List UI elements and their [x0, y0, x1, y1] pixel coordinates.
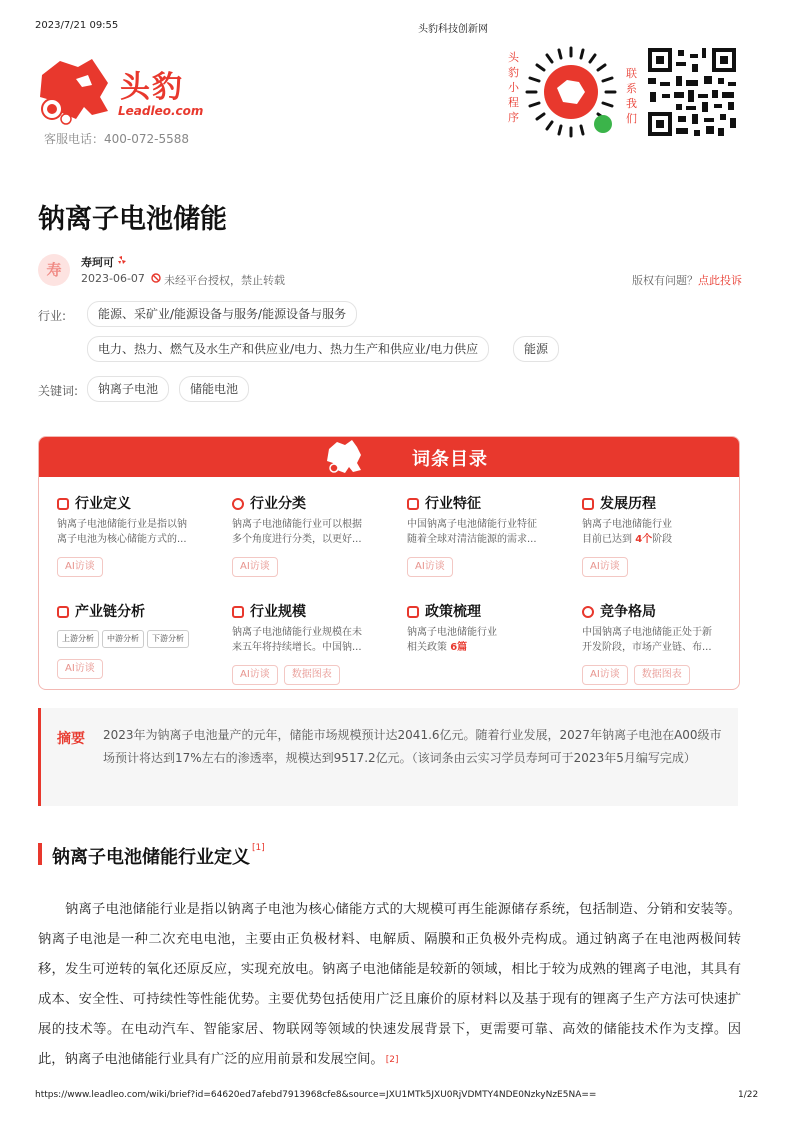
brand-name: 头豹	[120, 70, 184, 105]
directory-item[interactable]	[582, 601, 732, 685]
keyword-tag[interactable]: 钠离子电池	[87, 376, 169, 402]
directory-item[interactable]	[57, 493, 207, 577]
footer-url: https://www.leadleo.com/wiki/brief?id=64620ed7afebd7913968cfe8&source=JXU1MTk5JXU0RjVDMTY4NDE0NzkyNzE5NA==	[35, 1090, 597, 1100]
data-chart-button[interactable]: 数据图表	[634, 665, 690, 685]
author-name[interactable]: 寿珂可	[81, 256, 114, 269]
timeline-icon	[582, 498, 594, 510]
directory-item-title: 行业特征	[425, 496, 481, 512]
summary-box	[38, 708, 738, 806]
directory-item-title: 竞争格局	[600, 604, 656, 620]
stage-count: 4个	[635, 534, 653, 545]
mini-program-label: 头豹小程序	[508, 51, 519, 124]
bar-chart-icon	[232, 606, 244, 618]
summary-label: 摘要	[57, 731, 85, 747]
directory-item[interactable]	[407, 493, 557, 577]
ai-interview-button[interactable]: AI访谈	[582, 557, 628, 577]
directory-item-desc: 离子电池为核心储能方式的...	[57, 534, 187, 545]
reference-link[interactable]: [2]	[385, 1055, 399, 1065]
directory-item-title: 产业链分析	[75, 604, 145, 620]
directory-header	[39, 437, 739, 477]
directory-item-desc: 中国钠离子电池储能正处于新	[582, 627, 712, 638]
keyword-tag[interactable]: 储能电池	[179, 376, 249, 402]
print-site-name: 头豹科技创新网	[418, 24, 488, 35]
repost-notice: 未经平台授权，禁止转载	[164, 274, 285, 287]
directory-item[interactable]	[407, 601, 557, 655]
mini-program-code-icon[interactable]	[523, 44, 619, 140]
directory-item-title: 发展历程	[600, 496, 656, 512]
data-chart-button[interactable]: 数据图表	[284, 665, 340, 685]
directory-item-title: 政策梳理	[425, 604, 481, 620]
service-phone: 客服电话：400-072-5588	[44, 132, 190, 146]
chain-icon	[57, 606, 69, 618]
directory-item-desc: 目前已达到	[582, 534, 636, 545]
directory-item-desc: 多个角度进行分类，以更好...	[232, 534, 362, 545]
directory-item-desc: 阶段	[652, 534, 673, 545]
ai-interview-button[interactable]: AI访谈	[407, 557, 453, 577]
contact-us-label: 联系我们	[626, 67, 637, 125]
directory-item-title: 行业定义	[75, 496, 131, 512]
directory-item[interactable]	[232, 493, 382, 577]
directory-item-desc: 钠离子电池储能行业	[582, 519, 672, 530]
author-badge-icon	[117, 255, 127, 265]
print-timestamp: 2023/7/21 09:55	[35, 20, 119, 31]
brand-url: Leadleo.com	[118, 104, 204, 118]
complaint-link[interactable]: 点此投诉	[698, 274, 742, 287]
ai-interview-button[interactable]: AI访谈	[232, 557, 278, 577]
qr-code-icon[interactable]	[646, 46, 738, 138]
upstream-button[interactable]: 上游分析	[57, 630, 99, 648]
forbidden-icon	[151, 273, 161, 283]
downstream-button[interactable]: 下游分析	[147, 630, 189, 648]
leopard-logo-icon	[327, 439, 365, 475]
directory-item[interactable]	[232, 601, 382, 685]
classification-icon	[232, 498, 244, 510]
directory-item-desc: 来五年将持续增长。中国钠...	[232, 642, 362, 653]
page-number: 1/22	[738, 1090, 759, 1100]
directory-item-title: 行业规模	[250, 604, 306, 620]
directory-item[interactable]	[57, 601, 207, 679]
directory-item-desc: 钠离子电池储能行业是指以钠	[57, 519, 187, 530]
industry-tag[interactable]: 电力、热力、燃气及水生产和供应业/电力、热力生产和供应业/电力供应	[87, 336, 489, 362]
industry-label: 行业:	[38, 309, 67, 323]
industry-tag[interactable]: 能源	[513, 336, 559, 362]
definition-icon	[57, 498, 69, 510]
section-title	[52, 843, 265, 869]
ai-interview-button[interactable]: AI访谈	[232, 665, 278, 685]
reference-link[interactable]: [1]	[252, 843, 265, 853]
directory-title: 词条目录	[412, 449, 488, 470]
entry-directory	[38, 436, 740, 690]
section-title-text: 钠离子电池储能行业定义	[52, 847, 250, 868]
features-icon	[407, 498, 419, 510]
publish-date: 2023-06-07	[81, 272, 145, 285]
ai-interview-button[interactable]: AI访谈	[57, 557, 103, 577]
directory-item-desc: 中国钠离子电池储能行业特征	[407, 519, 537, 530]
directory-item-title: 行业分类	[250, 496, 306, 512]
policy-count: 6篇	[450, 642, 468, 653]
directory-item-desc: 钠离子电池储能行业规模在未	[232, 627, 362, 638]
copyright-complaint	[632, 272, 742, 288]
directory-item-desc: 随着全球对清洁能源的需求...	[407, 534, 537, 545]
directory-item-desc: 钠离子电池储能行业	[407, 627, 497, 638]
directory-item-desc: 开发阶段，市场产业链、布...	[582, 642, 712, 653]
policy-icon	[407, 606, 419, 618]
avatar: 寿	[38, 254, 70, 286]
midstream-button[interactable]: 中游分析	[102, 630, 144, 648]
section-marker	[38, 843, 42, 865]
section-body	[38, 895, 741, 1075]
directory-item[interactable]	[582, 493, 732, 577]
copyright-question: 版权有问题？	[632, 274, 698, 287]
industry-tag[interactable]: 能源、采矿业/能源设备与服务/能源设备与服务	[87, 301, 357, 327]
keywords-label: 关键词:	[38, 384, 79, 398]
pie-chart-icon	[582, 606, 594, 618]
section-body-text: 钠离子电池储能行业是指以钠离子电池为核心储能方式的大规模可再生能源储存系统，包括制造、分销和安装等。钠离子电池是一种二次充电电池，主要由正负极材料、电解质、隔膜和正负极外壳构成。通过钠离子在电池两极间转移，发生可逆转的氧化还原反应，实现充放电。钠离子电池储能是较新的领域，相比于较为成熟的锂离子电池，其具有成本、安全性、可持续性等性能优势。主要优势包括使用广泛且廉价的原材料以及基于现有的锂离子生产方法可快速扩展的技术等。在电动汽车、智能家居、物联网等领域的快速发展背景下，更需要可靠、高效的储能技术作为支撑。因此，钠离子电池储能行业具有广泛的应用前景和发展空间。	[38, 902, 741, 1067]
ai-interview-button[interactable]: AI访谈	[57, 659, 103, 679]
summary-text: 2023年为钠离子电池量产的元年，储能市场规模预计达2041.6亿元。随着行业发展，2027年钠离子电池在A00级市场预计将达到17%左右的渗透率，规模达到9517.2亿元。（该词条由云实习学员寿珂可于2023年5月编写完成）	[103, 728, 722, 765]
page-title: 钠离子电池储能	[38, 204, 227, 235]
ai-interview-button[interactable]: AI访谈	[582, 665, 628, 685]
directory-item-desc: 相关政策	[407, 642, 451, 653]
directory-item-desc: 钠离子电池储能行业可以根据	[232, 519, 362, 530]
